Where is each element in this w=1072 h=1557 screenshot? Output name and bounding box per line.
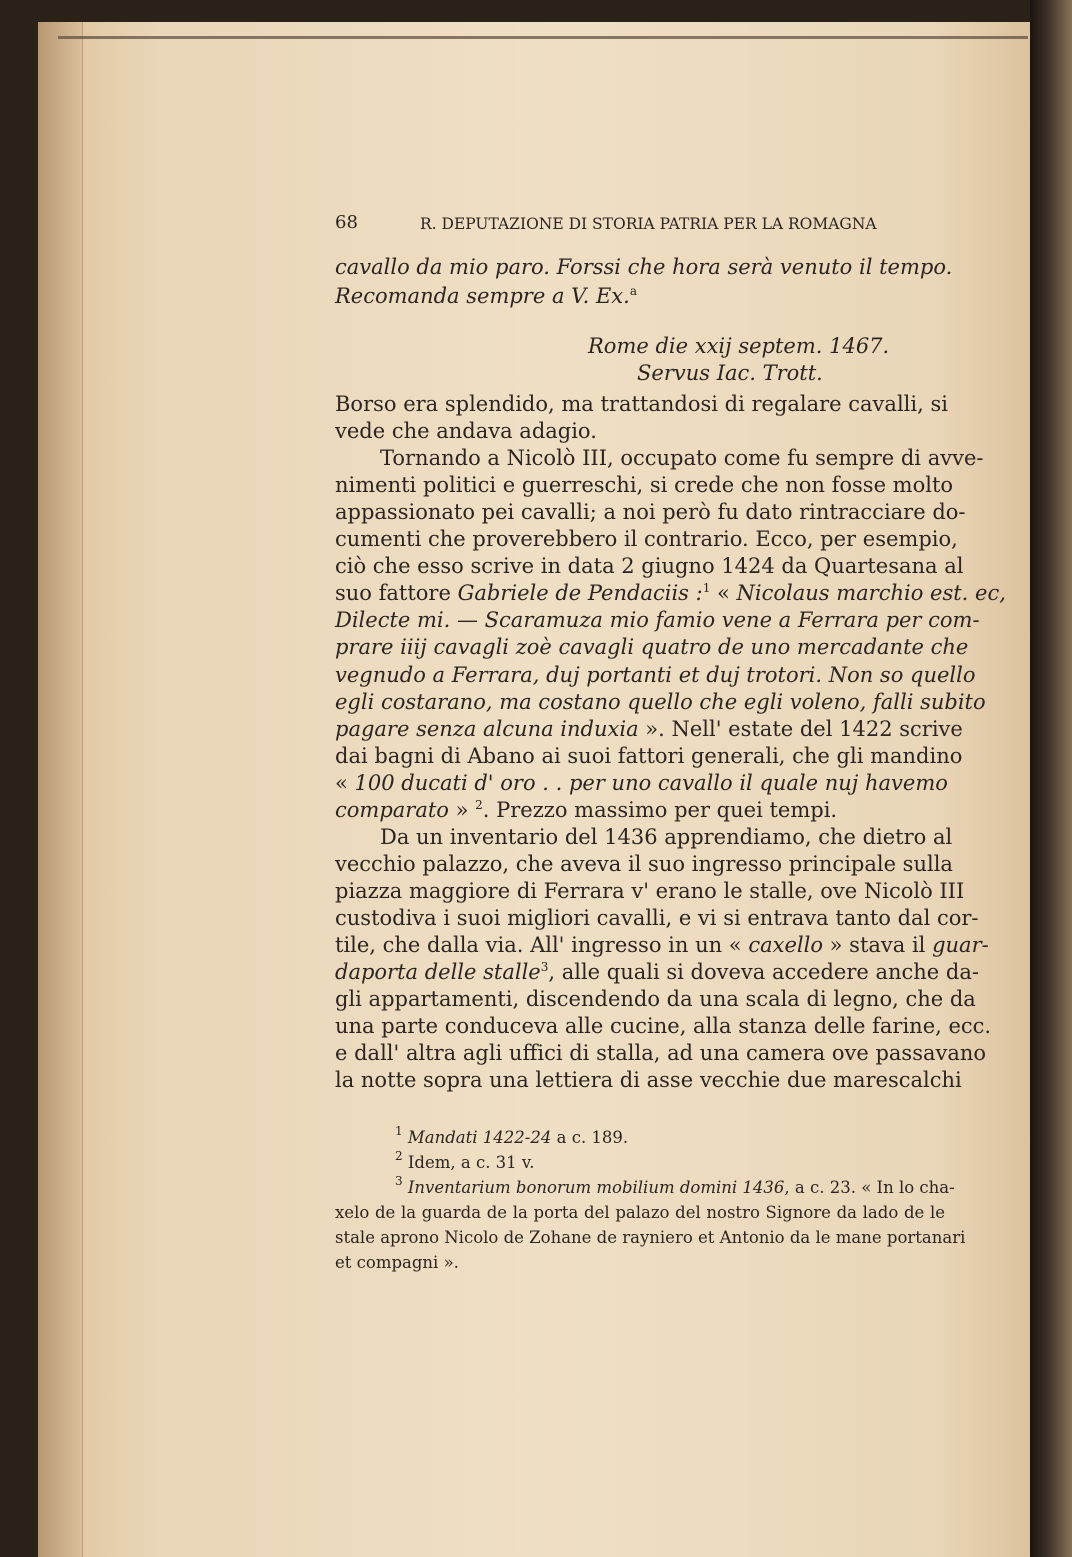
body-line	[335, 418, 945, 444]
italic-text: cavallo da mio paro. Forssi che hora serà venuto il tempo.	[335, 255, 953, 279]
italic-text: comparato	[335, 797, 449, 822]
letter-line	[335, 254, 953, 280]
italic-text: Rome die xxij septem. 1467.	[588, 334, 890, 358]
text: la notte sopra una lettiera di asse vecchie due marescalchi	[335, 1068, 962, 1093]
text: , alle quali si doveva accedere anche da-	[548, 960, 979, 985]
footnote-ref: 2	[475, 797, 483, 812]
text: Borso era splendido, ma trattandosi di regalare cavalli, si	[335, 392, 948, 416]
text: e dall' altra agli uffici di stalla, ad una camera ove passavano	[335, 1041, 987, 1066]
body-line	[335, 932, 989, 958]
text: ». Nell' estate del 1422 scrive	[638, 716, 963, 741]
footnotes-line	[335, 1125, 945, 1151]
footnotes-line	[335, 1200, 945, 1226]
italic-text: Gabriele de Pendaciis :	[457, 581, 703, 606]
italic-text: pagare senza alcuna induxia	[335, 716, 639, 741]
text: nimenti politici e guerreschi, si crede che non fosse molto	[335, 473, 954, 498]
text: tile, che dalla via. All' ingresso in un «	[335, 933, 749, 957]
footnote-ref: 3	[540, 960, 549, 975]
body-line	[335, 689, 986, 715]
body-line	[335, 824, 953, 850]
text: piazza maggiore di Ferrara v' erano le stalle, ove Nicolò III	[335, 878, 965, 903]
page-edge-rule	[58, 36, 1028, 39]
footnote-ref: 1	[395, 1124, 403, 1138]
text: dai bagni di Abano ai suoi fattori generali, che gli mandino	[335, 743, 963, 768]
body-line	[335, 743, 963, 769]
footnote-ref: 3	[395, 1174, 403, 1188]
text: , a c. 23. « In lo cha-	[784, 1178, 955, 1197]
body-line	[335, 553, 964, 579]
footnote-ref: 2	[395, 1149, 403, 1163]
text: a c. 189.	[551, 1128, 629, 1147]
body-line	[335, 1013, 992, 1039]
body-line	[335, 797, 945, 823]
footnote-ref: 1	[702, 581, 711, 596]
body-line	[335, 878, 965, 904]
italic-text: daporta delle stalle	[335, 960, 541, 985]
text: Tornando a Nicolò III, occupato come fu sempre di avve-	[380, 446, 984, 471]
body-line	[335, 1067, 962, 1093]
body-line	[335, 472, 954, 498]
body-line	[335, 391, 948, 417]
letter-line	[588, 333, 889, 359]
italic-text: Servus Iac. Trott.	[637, 361, 823, 385]
text: » stava il	[822, 933, 933, 957]
footnotes-line	[335, 1225, 966, 1251]
text: »	[448, 797, 476, 822]
italic-text: vegnudo a Ferrara, duj portanti et duj trotori. Non so quello	[335, 662, 976, 687]
facing-page-edge	[1030, 0, 1072, 1557]
body-line	[335, 959, 979, 985]
body-line	[335, 499, 966, 525]
italic-text: prare iiij cavagli zoè cavagli quatro de uno mercadante che	[335, 635, 969, 660]
text: Da un inventario del 1436 apprendiamo, che dietro al	[380, 824, 953, 849]
text: vede che andava adagio.	[335, 419, 597, 444]
italic-text: caxello	[748, 933, 823, 957]
body-line	[335, 770, 948, 796]
body-line	[335, 580, 1006, 606]
text: appassionato pei cavalli; a noi però fu dato rintracciare do-	[335, 500, 966, 525]
text: Idem, a c. 31 v.	[402, 1153, 535, 1172]
text: stale aprono Nicolo de Zohane de rayniero et Antonio da le mane portanari	[335, 1228, 966, 1247]
footnote-ref: a	[629, 284, 637, 298]
text: vecchio palazzo, che aveva il suo ingresso principale sulla	[335, 851, 953, 876]
text: gli appartamenti, discendendo da una scala di legno, che da	[335, 987, 976, 1012]
text: «	[710, 581, 737, 606]
body-line	[335, 716, 963, 742]
body-line	[335, 526, 958, 552]
footnotes-line	[335, 1150, 945, 1176]
italic-text: Recomanda sempre a V. Ex.	[335, 284, 630, 308]
body-line	[335, 634, 969, 660]
body-line	[335, 905, 979, 931]
body-line	[335, 986, 976, 1012]
italic-text: 100 ducati d' oro . . per uno cavallo il quale nuj havemo	[354, 770, 948, 795]
body-line	[335, 851, 953, 877]
italic-text: egli costarano, ma costano quello che egli voleno, falli subito	[335, 689, 986, 714]
body-line	[335, 662, 976, 688]
body-line	[335, 1040, 987, 1066]
text: «	[335, 770, 355, 795]
text: cumenti che proverebbero il contrario. Ecco, per esempio,	[335, 527, 958, 552]
page-fold	[38, 22, 83, 1557]
text: et compagni ».	[335, 1253, 459, 1272]
page-number: 68	[335, 212, 358, 233]
text: custodiva i suoi migliori cavalli, e vi si entrava tanto dal cor-	[335, 905, 979, 930]
running-title: R. DEPUTAZIONE DI STORIA PATRIA PER LA ROMAGNA	[420, 215, 877, 233]
letter-line	[335, 283, 945, 309]
italic-text: Dilecte mi. — Scaramuza mio famio vene a Ferrara per com-	[335, 608, 980, 633]
italic-text: guar-	[932, 933, 989, 957]
text: . Prezzo massimo per quei tempi.	[482, 797, 838, 822]
body-line	[335, 445, 984, 471]
text: ciò che esso scrive in data 2 giugno 1424 da Quartesana al	[335, 554, 964, 579]
text: una parte conduceva alle cucine, alla stanza delle farine, ecc.	[335, 1014, 992, 1039]
footnotes-line	[335, 1174, 955, 1201]
footnotes-line	[335, 1250, 945, 1276]
italic-text: Inventarium bonorum mobilium domini 1436	[407, 1178, 785, 1197]
italic-text: Mandati 1422-24	[407, 1128, 552, 1147]
italic-text: Nicolaus marchio est. ec,	[736, 581, 1006, 606]
letter-line	[637, 360, 823, 386]
body-line	[335, 607, 980, 633]
text: xelo de la guarda de la porta del palazo del nostro Signore da lado de le	[335, 1203, 945, 1222]
text: suo fattore	[335, 581, 458, 606]
